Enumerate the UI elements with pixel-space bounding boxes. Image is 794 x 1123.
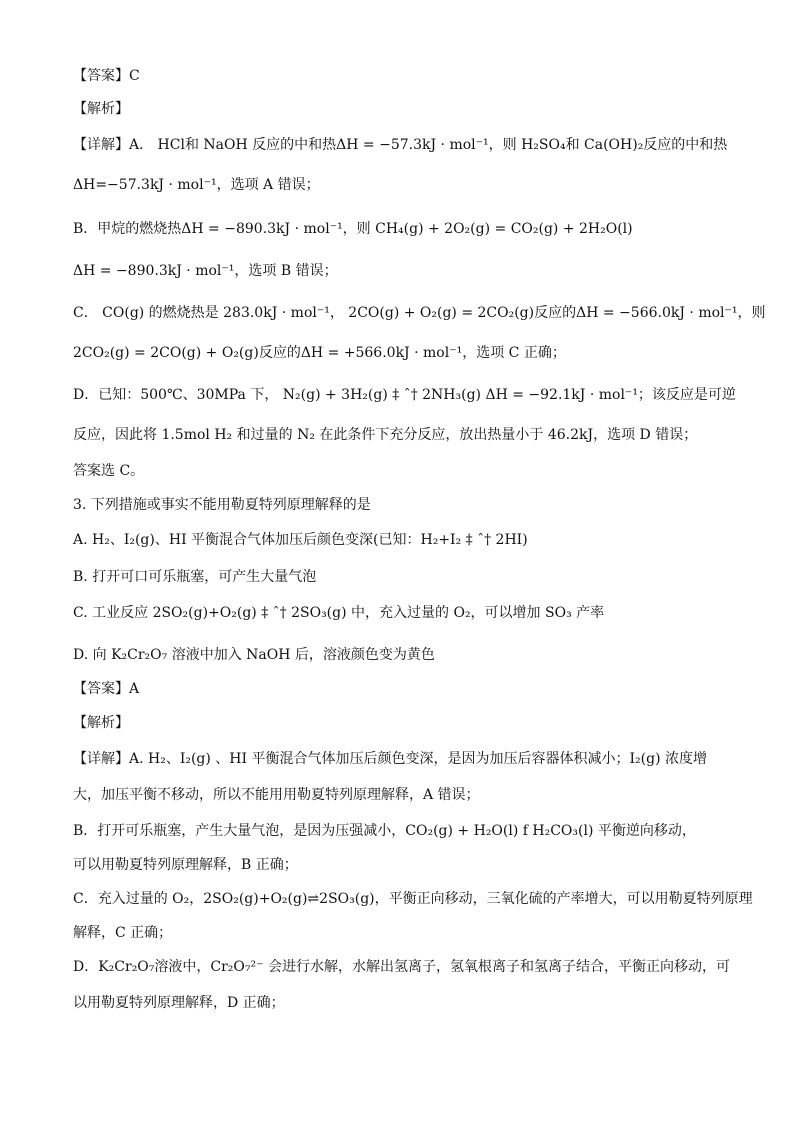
detail-line-d1: D．已知：500℃、30MPa 下， N₂(g) + 3H₂(g) ‡ ˆ† 2NH₃(g) ΔH = −92.1kJ · mol⁻¹；该反应是可逆: [73, 387, 736, 403]
detail-line-b2: ΔH = −890.3kJ · mol⁻¹，选项 B 错误；: [73, 263, 338, 279]
question-3-stem: 3. 下列措施或事实不能用勒夏特列原理解释的是: [73, 497, 371, 513]
detail-line-b1: B．甲烷的燃烧热ΔH = −890.3kJ · mol⁻¹，则 CH₄(g) + 2O₂(g) = CO₂(g) + 2H₂O(l): [73, 221, 633, 237]
detail2-line-b1: B．打开可乐瓶塞，产生大量气泡，是因为压强减小，CO₂(g) + H₂O(l) f H₂CO₃(l) 平衡逆向移动，: [73, 823, 696, 839]
detail2-line-a1: 【详解】A. H₂、I₂(g) 、HI 平衡混合气体加压后颜色变深，是因为加压后容器体积减小；I₂(g) 浓度增: [73, 751, 707, 767]
question-3-option-c: C. 工业反应 2SO₂(g)+O₂(g) ‡ ˆ† 2SO₃(g) 中，充入过量的 O₂，可以增加 SO₃ 产率: [73, 605, 605, 621]
detail2-line-d1: D．K₂Cr₂O₇溶液中，Cr₂O₇²⁻ 会进行水解，水解出氢离子，氢氧根离子和氢离子结合，平衡正向移动，可: [73, 959, 730, 975]
detail-line-d2: 反应，因此将 1.5mol H₂ 和过量的 N₂ 在此条件下充分反应，放出热量小于 46.2kJ，选项 D 错误；: [73, 427, 698, 443]
detail2-line-b2: 可以用勒夏特列原理解释，B 正确；: [73, 857, 298, 873]
answer-label-2: 【答案】A: [73, 681, 140, 697]
detail2-line-c1: C．充入过量的 O₂，2SO₂(g)+O₂(g)⇌2SO₃(g)，平衡正向移动，三氧化硫的产率增大，可以用勒夏特列原理: [73, 891, 753, 907]
analysis-label-2: 【解析】: [73, 715, 129, 731]
detail2-line-a2: 大，加压平衡不移动，所以不能用用勒夏特列原理解释，A 错误；: [73, 787, 480, 803]
question-3-option-b: B. 打开可口可乐瓶塞，可产生大量气泡: [73, 569, 317, 585]
detail-line-c2: 2CO₂(g) = 2CO(g) + O₂(g)反应的ΔH = +566.0kJ · mol⁻¹，选项 C 正确；: [73, 345, 566, 361]
question-3-option-a: A. H₂、I₂(g)、HI 平衡混合气体加压后颜色变深(已知：H₂+I₂ ‡ ˆ† 2HI): [73, 532, 528, 548]
question-3-option-d: D. 向 K₂Cr₂O₇ 溶液中加入 NaOH 后，溶液颜色变为黄色: [73, 647, 435, 663]
detail-line-c1: C． CO(g) 的燃烧热是 283.0kJ · mol⁻¹， 2CO(g) + O₂(g) = 2CO₂(g)反应的ΔH = −566.0kJ · mol⁻¹，则: [73, 305, 766, 321]
analysis-label-1: 【解析】: [73, 101, 129, 117]
answer-label-1: 【答案】C: [73, 68, 140, 84]
answer-choice-line: 答案选 C。: [73, 463, 145, 479]
detail2-line-d2: 以用勒夏特列原理解释，D 正确；: [73, 995, 285, 1011]
detail-line-a2: ΔH=−57.3kJ · mol⁻¹，选项 A 错误；: [73, 177, 320, 193]
detail2-line-c2: 解释，C 正确；: [73, 925, 173, 941]
detail-line-a1: 【详解】A． HCl和 NaOH 反应的中和热ΔH = −57.3kJ · mol⁻¹，则 H₂SO₄和 Ca(OH)₂反应的中和热: [73, 137, 728, 153]
